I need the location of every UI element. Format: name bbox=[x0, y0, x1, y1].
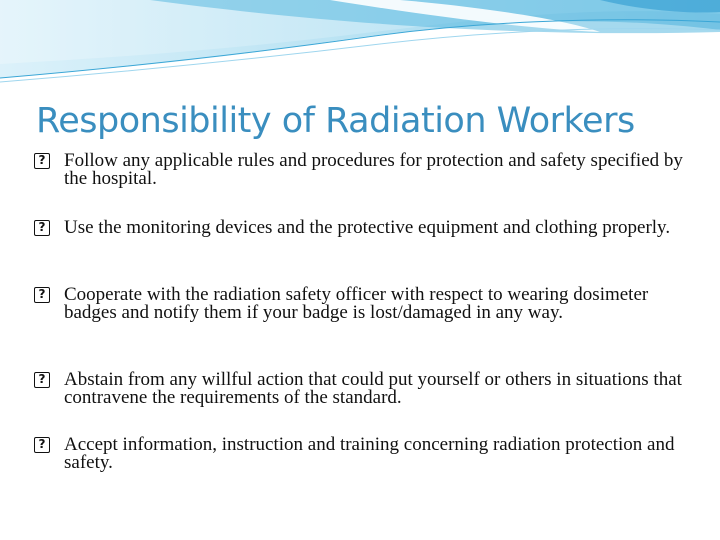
bullet-text: Follow any applicable rules and procedures for protection and safety specified by the hospital. bbox=[64, 150, 683, 189]
bullet-item bbox=[34, 436, 694, 471]
missing-glyph-box-icon: ? bbox=[34, 437, 50, 453]
bullet-text: Cooperate with the radiation safety officer with respect to wearing dosimeter badges and notify them if your badge is lost/damaged in any way. bbox=[64, 284, 649, 323]
bullet-text: Use the monitoring devices and the protective equipment and clothing properly. bbox=[64, 217, 671, 238]
bullet-item bbox=[34, 219, 694, 237]
missing-glyph-box-icon: ? bbox=[34, 287, 50, 303]
bullet-item bbox=[34, 152, 694, 187]
bullet-text: Accept information, instruction and training concerning radiation protection and safety. bbox=[64, 434, 675, 473]
header-wave-decoration bbox=[0, 0, 720, 90]
missing-glyph-box-icon: ? bbox=[34, 220, 50, 236]
bullet-item bbox=[34, 286, 694, 321]
bullet-item bbox=[34, 371, 694, 406]
missing-glyph-box-icon: ? bbox=[34, 372, 50, 388]
bullet-text: Abstain from any willful action that could put yourself or others in situations that contravene the requirements of the standard. bbox=[64, 369, 682, 408]
slide-title: Responsibility of Radiation Workers bbox=[36, 101, 635, 141]
missing-glyph-box-icon: ? bbox=[34, 153, 50, 169]
